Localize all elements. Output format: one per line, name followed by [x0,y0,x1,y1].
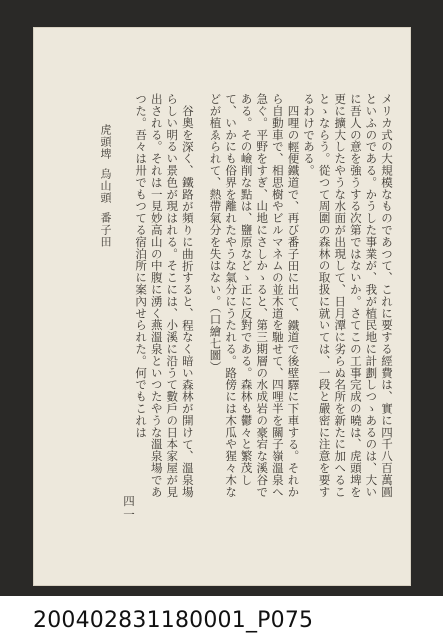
paragraph-1: メリカ式の大規模なものであつて、これに要する經費は、實に四千八百萬圓といふのである。かうした事業が、我が植民地に計劃しつゝあるのは、大いに吾人の意を強うする次第ではないか。さてこの工事完成の曉は、虎頭埤を更に擴大したやうな水面が出現して、日月潭に劣らぬ名所を新たに加へることゝならう。從つて周圍の森林の取扱に就いては、一段と嚴密に注意を要するわけである。 [302,93,394,498]
section-caption [97,124,113,248]
body-text [126,93,394,503]
paragraph-2: 四哩の輕便鐵道で、再び番子田に出て、鐵道で後壁驛に下車する。それから自動車で、相思樹やビルマネムの並木道を馳せて、四哩半を關子嶺溫泉へ急ぐ。平野をすぎ、山地にさしかゝると、第三期層の水成岩の豪宕な溪谷である。その嶮削な點は、鹽原などゝ正に反對である。森林も鬱々と繁茂して、いかにも俗界を離れたやうな氣分にうたれる。路傍には木瓜や猩々木などが植ゑられて、熱帶氣分を失はない。（口繪七圖） [208,93,301,498]
caption-place-3: 番子田 [99,212,112,248]
archive-id-label: 200402831180001_P075 [33,608,314,633]
document-page [33,27,411,586]
caption-place-2: 烏山頭 [99,168,112,204]
folio-number: 四一 [122,495,136,522]
paragraph-3: 谷奧を深く、鐵路が頻りに曲折すると、程なく暗い森林が開けて、溫泉場らしい明るい景色が現はれる。そこには、小溪に沿うて數戶の日本家屋が見出される。それは一見妙高山の中腹に湧く燕溫泉といつたやうな溫泉場であつた。吾々は卅でもつてる宿泊所に案內せられた。何でもこれは [134,93,195,498]
caption-place-1: 虎頭埤 [99,124,112,160]
